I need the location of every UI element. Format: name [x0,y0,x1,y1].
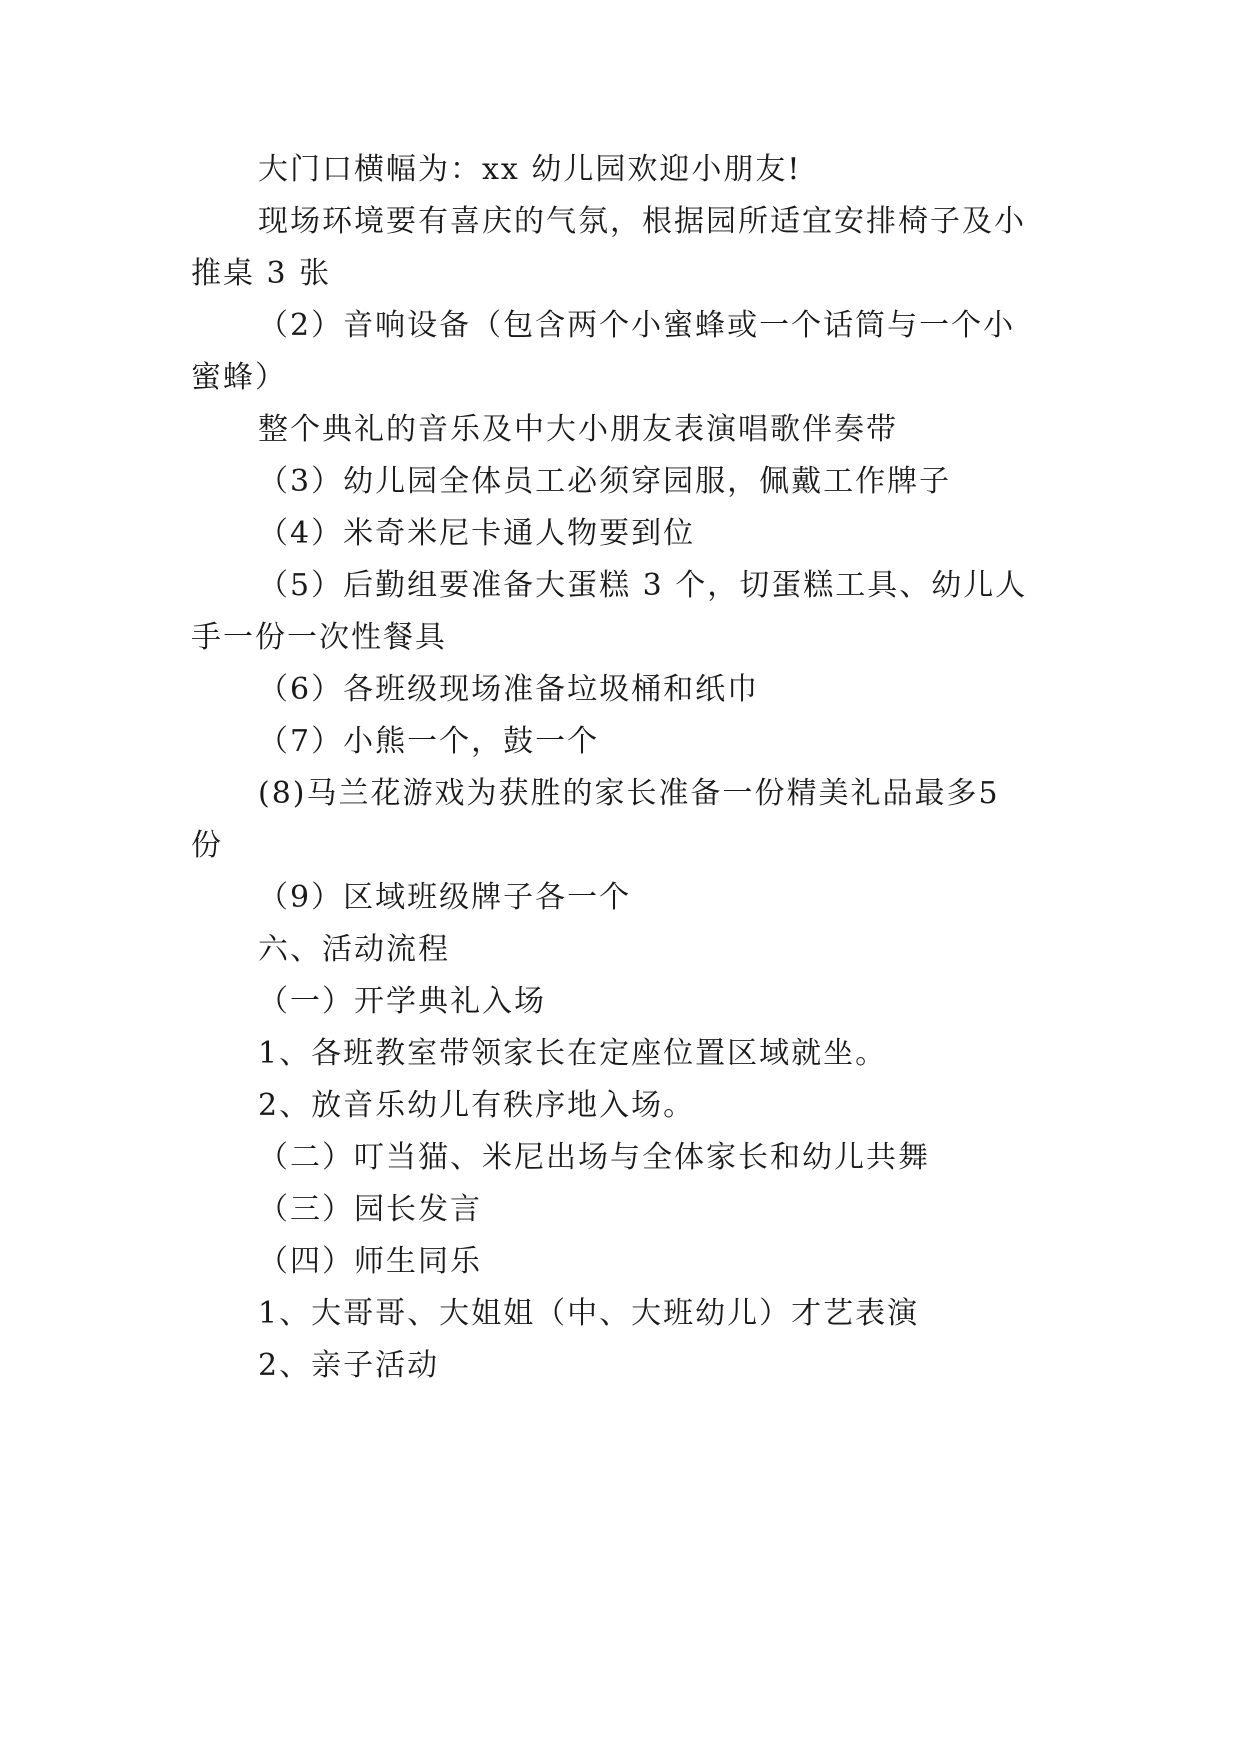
text-line-6: 整个典礼的音乐及中大小朋友表演唱歌伴奏带 [258,412,898,447]
text-line-8: （4）米奇米尼卡通人物要到位 [258,516,696,551]
text-line-2: 现场环境要有喜庆的气氛，根据园所适宜安排椅子及小 [258,204,1026,239]
text-line-12: （7）小熊一个，鼓一个 [258,724,600,759]
text-line-17: （一）开学典礼入场 [258,984,546,1019]
text-line-16: 六、活动流程 [258,932,450,967]
text-line-23: 1、大哥哥、大姐姐（中、大班幼儿）才艺表演 [258,1296,920,1331]
text-line-5: 蜜蜂） [191,360,287,395]
text-line-24: 2、亲子活动 [258,1348,440,1383]
text-line-1: 大门口横幅为：xx 幼儿园欢迎小朋友! [258,152,802,187]
text-line-22: （四）师生同乐 [258,1244,482,1279]
text-line-18: 1、各班教室带领家长在定座位置区域就坐。 [258,1036,888,1071]
text-line-11: （6）各班级现场准备垃圾桶和纸巾 [258,672,760,707]
text-line-15: （9）区域班级牌子各一个 [258,880,632,915]
text-line-10: 手一份一次性餐具 [191,620,447,655]
text-line-14: 份 [191,828,223,863]
text-line-13: (8)马兰花游戏为获胜的家长准备一份精美礼品最多5 [258,776,1000,811]
text-line-4: （2）音响设备（包含两个小蜜蜂或一个话筒与一个小 [258,308,1016,343]
text-line-9: （5）后勤组要准备大蛋糕 3 个，切蛋糕工具、幼儿人 [258,568,1028,603]
text-line-20: （二）叮当猫、米尼出场与全体家长和幼儿共舞 [258,1140,930,1175]
text-line-3: 推桌 3 张 [191,256,332,291]
text-line-19: 2、放音乐幼儿有秩序地入场。 [258,1088,696,1123]
text-line-21: （三）园长发言 [258,1192,482,1227]
text-line-7: （3）幼儿园全体员工必须穿园服，佩戴工作牌子 [258,464,952,499]
